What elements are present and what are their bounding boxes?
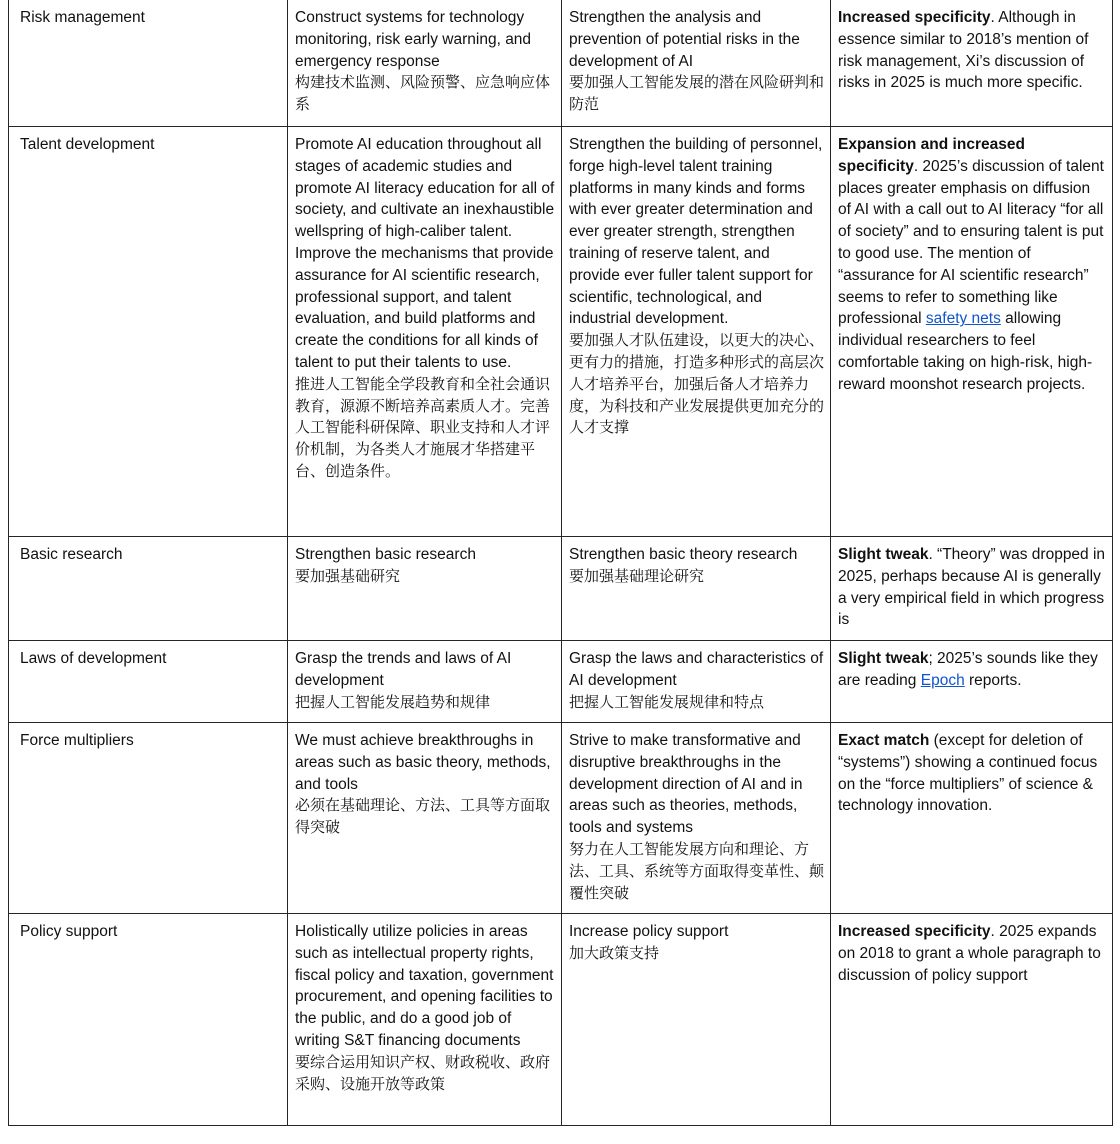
text-2018-cell [288,0,562,127]
text-2018-cell [288,537,562,641]
english-text-2018: Construct systems for technology monitoring, risk early warning, and emergency response [295,9,532,70]
table-row [9,641,1113,723]
english-text-2025: Strengthen basic theory research [569,546,798,563]
text-2018-cell [288,127,562,537]
verdict-label: Increased specificity [838,9,991,26]
analysis-cell [831,723,1113,914]
verdict-label: Increased specificity [838,923,991,940]
analysis-comment: . Although in essence similar to 2018’s mention of risk management, Xi’s discussion of risks in 2025 is much more specific. [838,9,1089,92]
topic-label: Laws of development [20,650,167,667]
chinese-text-2018: 把握人工智能发展趋势和规律 [295,692,491,711]
english-text-2018: Strengthen basic research [295,546,476,563]
topic-cell [9,641,288,723]
chinese-text-2018: 必须在基础理论、方法、工具等方面取得突破 [295,796,551,837]
english-text-2025: Strengthen the analysis and prevention of potential risks in the development of AI [569,9,800,70]
topic-cell [9,537,288,641]
chinese-text-2025: 加大政策支持 [569,943,660,962]
chinese-text-2025: 努力在人工智能发展方向和理论、方法、工具、系统等方面取得变革性、颠覆性突破 [569,839,825,902]
topic-label: Risk management [20,9,145,26]
english-text-2018: Grasp the trends and laws of AI development [295,650,512,689]
english-text-2018: Holistically utilize policies in areas such as intellectual property rights, fiscal policy and taxation, government procurement, and opening facilities to the public, and do a good job of writing S&T financing documents [295,923,554,1049]
text-2025-cell [562,0,831,127]
topic-label: Basic research [20,546,123,563]
table-row [9,914,1113,1126]
topic-cell [9,914,288,1126]
topic-cell [9,0,288,127]
topic-label: Policy support [20,923,118,940]
analysis-cell [831,914,1113,1126]
analysis-cell [831,0,1113,127]
text-2018-cell [288,914,562,1126]
table-row [9,127,1113,537]
chinese-text-2018: 要综合运用知识产权、财政税收、政府采购、设施开放等政策 [295,1052,551,1093]
table-row [9,537,1113,641]
text-2025-cell [562,723,831,914]
topic-cell [9,723,288,914]
topic-label: Talent development [20,136,155,153]
chinese-text-2025: 要加强人才队伍建设，以更大的决心、更有力的措施，打造多种形式的高层次人才培养平台，加强后备人才培养力度，为科技和产业发展提供更加充分的人才支撑 [569,331,825,437]
comparison-table [8,0,1113,1126]
analysis-cell [831,127,1113,537]
analysis-comment: ; 2025’s sounds like they are reading [838,650,1098,689]
english-text-2018: We must achieve breakthroughs in areas such as basic theory, methods, and tools [295,732,551,793]
chinese-text-2025: 要加强基础理论研究 [569,566,705,585]
analysis-comment-tail: reports. [964,671,1022,689]
text-2025-cell [562,127,831,537]
verdict-label: Expansion and increased specificity [838,136,1025,175]
analysis-comment: (except for deletion of “systems”) showing a continued focus on the “force multipliers” of science & technology innovation. [838,732,1098,815]
safety-nets-link[interactable]: safety nets [925,310,1001,328]
chinese-text-2018: 构建技术监测、风险预警、应急响应体系 [295,73,551,114]
english-text-2018: Promote AI education throughout all stages of academic studies and promote AI literacy education for all of society, and cultivate an inexhaustible wellspring of high-caliber talent. Improve the mechanisms that provide assurance for AI scientific research, professional support, and talent evaluation, and build platforms and create the conditions for all kinds of talent to put their talents to use. [295,136,555,371]
epoch-link[interactable]: Epoch [920,671,965,689]
table-row [9,723,1113,914]
chinese-text-2025: 把握人工智能发展规律和特点 [569,692,765,711]
topic-cell [9,127,288,537]
analysis-cell [831,537,1113,641]
analysis-cell [831,641,1113,723]
chinese-text-2025: 要加强人工智能发展的潜在风险研判和防范 [569,73,825,114]
chinese-text-2018: 要加强基础研究 [295,566,401,585]
analysis-comment-tail: allowing individual researchers to feel comfortable taking on high-risk, high-reward moonshot research projects. [838,310,1093,393]
analysis-comment: . 2025’s discussion of talent places greater emphasis on diffusion of AI with a call out to AI literacy “for all of society” and to ensuring talent is put to good use. The mention of “assurance for AI scientific research” seems to refer to something like professional [838,157,1104,328]
verdict-label: Slight tweak [838,546,929,563]
text-2018-cell [288,641,562,723]
text-2018-cell [288,723,562,914]
verdict-label: Slight tweak [838,650,929,667]
topic-label: Force multipliers [20,732,134,749]
english-text-2025: Strive to make transformative and disruptive breakthroughs in the development direction of AI and in areas such as theories, methods, tools and systems [569,732,803,837]
text-2025-cell [562,537,831,641]
text-2025-cell [562,914,831,1126]
chinese-text-2018: 推进人工智能全学段教育和全社会通识教育，源源不断培养高素质人才。完善人工智能科研保障、职业支持和人才评价机制，为各类人才施展才华搭建平台、创造条件。 [295,374,551,480]
analysis-comment: . “Theory” was dropped in 2025, perhaps because AI is generally a very empirical field in which progress is [838,546,1106,629]
text-2025-cell [562,641,831,723]
analysis-comment: . 2025 expands on 2018 to grant a whole paragraph to discussion of policy support [838,923,1101,984]
verdict-label: Exact match [838,732,930,749]
table-row [9,0,1113,127]
english-text-2025: Increase policy support [569,923,729,940]
english-text-2025: Grasp the laws and characteristics of AI development [569,650,824,689]
english-text-2025: Strengthen the building of personnel, forge high-level talent training platforms in many kinds and forms with ever greater determination and ever greater strength, strengthen training of reserve talent, and provide ever fuller talent support for scientific, technological, and industrial development. [569,136,823,328]
